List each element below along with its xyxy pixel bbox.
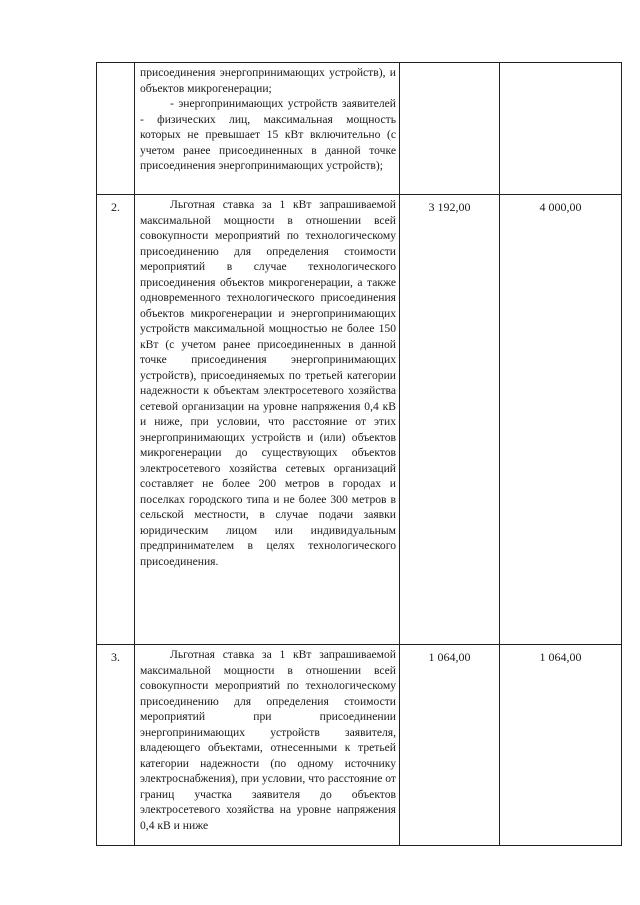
row-paragraph: Льготная ставка за 1 кВт запрашиваемой максимальной мощности в отношении всей совокупности мероприятий по технологическому присоединению для определения стоимости мероприятий при присоединении энергопринимающих устройств заявителя, владеющего объектами, отнесенными к третьей категории надежности (по одному источнику электроснабжения), при условии, что расстояние от границ участка заявителя до объектов электросетевого хозяйства на уровне напряжения 0,4 кВ и ниже (140, 648, 396, 832)
row-description (135, 195, 400, 645)
table-row (97, 195, 622, 645)
rate-value-2: 4 000,00 (500, 195, 622, 645)
row-number: 3. (97, 645, 135, 846)
rate-value-1: 3 192,00 (400, 195, 500, 645)
tariff-table (96, 62, 622, 846)
row-description (135, 63, 400, 195)
table-row (97, 645, 622, 846)
row-paragraph: присоединения энергопринимающих устройств), и объектов микрогенерации; (140, 66, 396, 95)
row-number (97, 63, 135, 195)
row-paragraph: Льготная ставка за 1 кВт запрашиваемой максимальной мощности в отношении всей совокупности мероприятий по технологическому присоединению для определения стоимости мероприятий в случае технологического присоединения объектов микрогенерации, а также одновременного технологического присоединения объектов микрогенерации и энергопринимающих устройств максимальной мощностью не более 150 кВт (с учетом ранее присоединенных в данной точке присоединения энергопринимающих устройств), присоединяемых по третьей категории надежности к объектам электросетевого хозяйства сетевой организации на уровне напряжения 0,4 кВ и ниже, при условии, что расстояние от этих энергопринимающих устройств и (или) объектов микрогенерации до существующих объектов электросетевого хозяйства сетевых организаций составляет не более 200 метров в городах и поселках городского типа и не более 300 метров в сельской местности, в случае подачи заявки юридическим лицом или индивидуальным предпринимателем в целях технологического присоединения. (140, 198, 396, 568)
row-description (135, 645, 400, 846)
rate-value-2 (500, 63, 622, 195)
table-row (97, 63, 622, 195)
rate-value-2: 1 064,00 (500, 645, 622, 846)
row-paragraph: - энергопринимающих устройств заявителей - физических лиц, максимальная мощность которых не превышает 15 кВт включительно (с учетом ранее присоединенных в данной точке присоединения энергопринимающих устройств); (140, 97, 396, 172)
rate-value-1: 1 064,00 (400, 645, 500, 846)
row-number: 2. (97, 195, 135, 645)
rate-value-1 (400, 63, 500, 195)
